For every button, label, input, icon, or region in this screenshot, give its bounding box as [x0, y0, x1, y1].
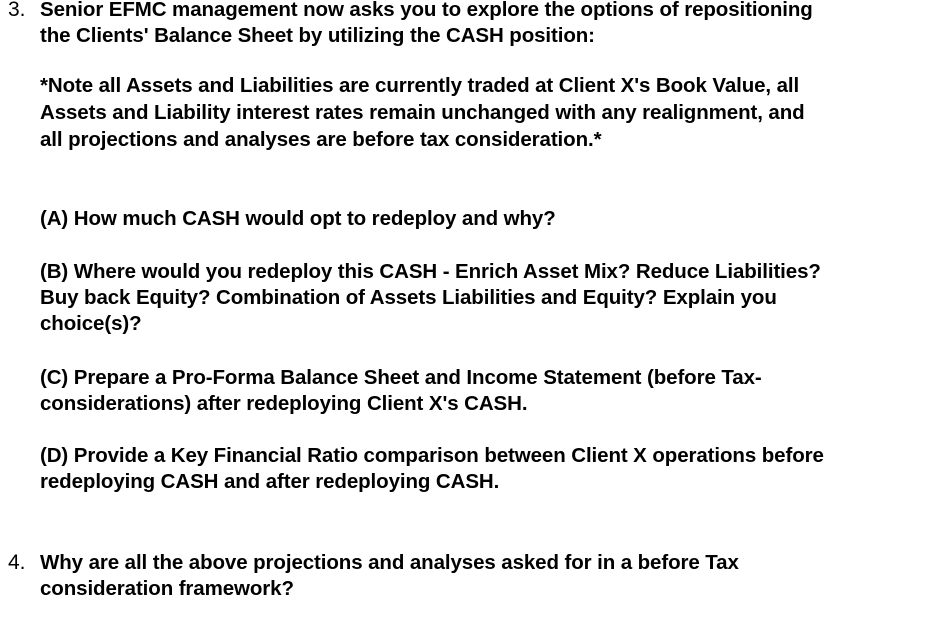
part-a-line: (A) How much CASH would opt to redeploy and why?: [40, 207, 556, 230]
part-c-line: considerations) after redeploying Client X's CASH.: [40, 392, 528, 415]
question-text-line: consideration framework?: [40, 577, 294, 600]
note-line: *Note all Assets and Liabilities are currently traded at Client X's Book Value, all: [40, 74, 800, 97]
question-text-line: the Clients' Balance Sheet by utilizing the CASH position:: [40, 24, 595, 47]
part-b-line: Buy back Equity? Combination of Assets Liabilities and Equity? Explain you: [40, 286, 777, 309]
question-text-line: Senior EFMC management now asks you to explore the options of repositioning: [40, 0, 813, 21]
part-d-line: redeploying CASH and after redeploying CASH.: [40, 470, 500, 493]
question-number: 4.: [8, 551, 26, 574]
note-line: Assets and Liability interest rates remain unchanged with any realignment, and: [40, 101, 805, 124]
part-b-line: (B) Where would you redeploy this CASH - Enrich Asset Mix? Reduce Liabilities?: [40, 260, 821, 283]
part-d-line: (D) Provide a Key Financial Ratio comparison between Client X operations before: [40, 444, 824, 467]
question-number: 3.: [8, 0, 26, 21]
note-line: all projections and analyses are before tax consideration.*: [40, 128, 602, 151]
question-text-line: Why are all the above projections and analyses asked for in a before Tax: [40, 551, 739, 574]
part-b-line: choice(s)?: [40, 312, 142, 335]
part-c-line: (C) Prepare a Pro-Forma Balance Sheet and Income Statement (before Tax-: [40, 366, 762, 389]
